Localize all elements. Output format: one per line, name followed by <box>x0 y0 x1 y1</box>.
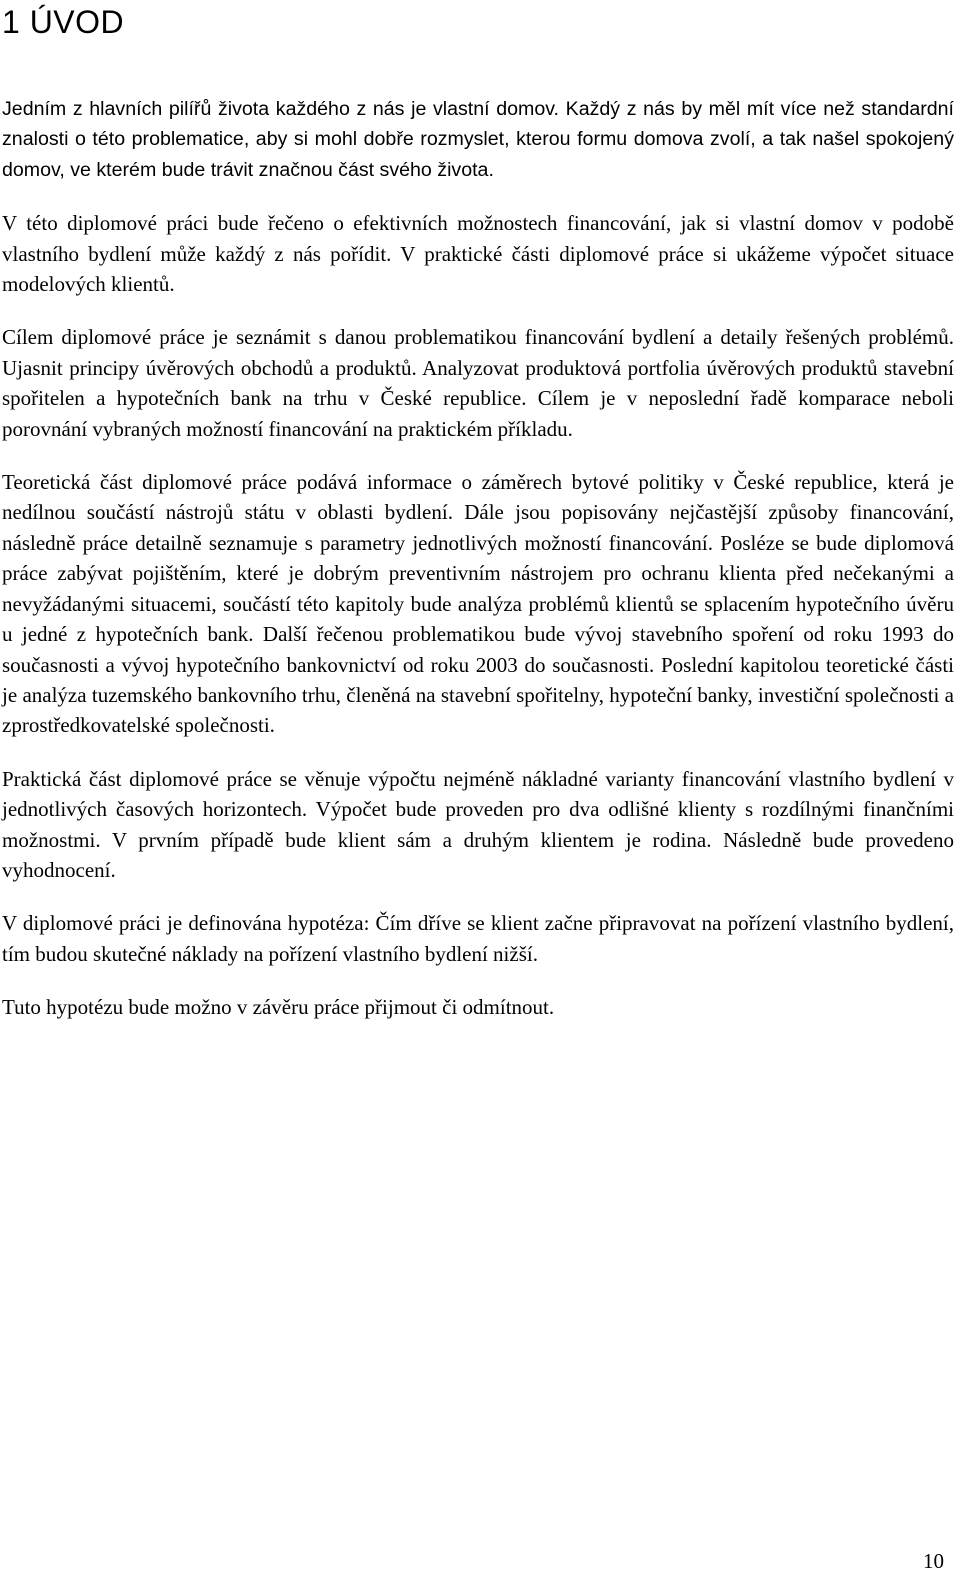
paragraph-scope: V této diplomové práci bude řečeno o efektivních možnostech financování, jak si vlastní domov v podobě vlastního bydlení může každý z nás pořídit. V praktické části diplomové práce si ukážeme výpočet situace modelových klientů. <box>2 211 954 297</box>
paragraph-practice: Praktická část diplomové práce se věnuje výpočtu nejméně nákladné varianty financování vlastního bydlení v jednotlivých časových horizontech. Výpočet bude proveden pro dva odlišné klienty s rozdílnými finančními možnostmi. V prvním případě bude klient sám a druhým klientem je rodina. Následně bude provedeno vyhodnocení. <box>2 766 954 882</box>
paragraph-intro: Jedním z hlavních pilířů života každého z nás je vlastní domov. Každý z nás by měl mít více než standardní znalosti o této problematice, aby si mohl dobře rozmyslet, kterou formu domova zvolí, a tak našel spokojený domov, ve kterém bude trávit značnou část svého života. <box>2 98 954 181</box>
page-number: 10 <box>923 1549 944 1573</box>
paragraph-hypothesis: V diplomové práci je definována hypotéza: Čím dříve se klient začne připravovat na pořízení vlastního bydlení, tím budou skutečné náklady na pořízení vlastního bydlení nižší. <box>2 911 954 966</box>
body-text <box>2 94 954 1046</box>
paragraph-theory: Teoretická část diplomové práce podává informace o záměrech bytové politiky v České republice, která je nedílnou součástí nástrojů státu v oblasti bydlení. Dále jsou popisovány nejčastější způsoby financování, následně práce detailně seznamuje s parametry jednotlivých možností financování. Posléze se bude diplomová práce zabývat pojištěním, které je dobrým preventivním nástrojem pro ochranu klienta před nečekanými a nevyžádanými situacemi, součástí této kapitoly bude analýza problémů klientů se splacením hypotečního úvěru u jedné z hypotečních bank. Další řečenou problematikou bude vývoj stavebního spoření od roku 1993 do současnosti a vývoj hypotečního bankovnictví od roku 2003 do současnosti. Poslední kapitolou teoretické části je analýza tuzemského bankovního trhu, členěná na stavební spořitelny, hypoteční banky, investiční společnosti a zprostředkovatelské společnosti. <box>2 470 954 738</box>
chapter-heading: 1 ÚVOD <box>2 4 125 40</box>
paragraph-conclusion: Tuto hypotézu bude možno v závěru práce přijmout či odmítnout. <box>2 995 555 1020</box>
paragraph-goal: Cílem diplomové práce je seznámit s danou problematikou financování bydlení a detaily řešených problémů. Ujasnit principy úvěrových obchodů a produktů. Analyzovat produktová portfolia úvěrových produktů stavební spořitelen a hypotečních bank na trhu v České republice. Cílem je v neposlední řadě komparace neboli porovnání vybraných možností financování na praktickém příkladu. <box>2 325 954 441</box>
